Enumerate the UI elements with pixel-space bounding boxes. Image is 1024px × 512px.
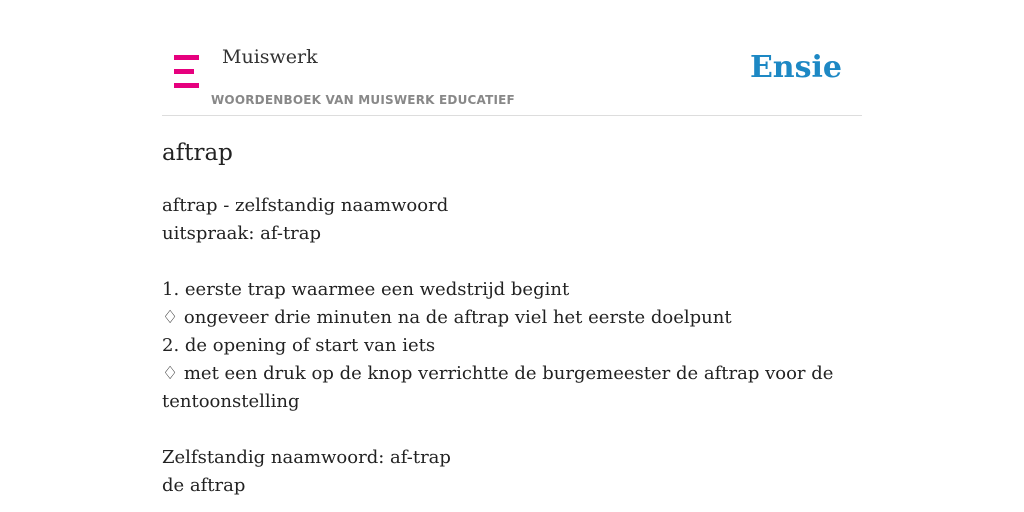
grammar-line: Zelfstandig naamwoord: af-trap [162, 447, 451, 468]
site-header [162, 0, 862, 116]
pronunciation-line: uitspraak: af-trap [162, 223, 322, 244]
example-2: ♢ met een druk op de knop verrichtte de burgemeester de aftrap voor de tentoonstelling [162, 363, 834, 412]
definition-2: 2. de opening of start van iets [162, 335, 436, 356]
ensie-logo-link[interactable]: Ensie [749, 50, 842, 85]
muiswerk-logo-icon[interactable] [174, 55, 199, 88]
example-1: ♢ ongeveer drie minuten na de aftrap viel het eerste doelpunt [162, 307, 732, 328]
page-container [162, 0, 862, 496]
page-title: aftrap [162, 140, 233, 166]
definition-1: 1. eerste trap waarmee een wedstrijd begint [162, 279, 570, 300]
brand-subtitle: WOORDENBOEK VAN MUISWERK EDUCATIEF [211, 93, 515, 107]
entry-heading-line: aftrap - zelfstandig naamwoord [162, 195, 449, 216]
dictionary-entry [162, 192, 852, 500]
article-form-line: de aftrap [162, 475, 246, 496]
brand-name[interactable]: Muiswerk [222, 46, 318, 68]
blank-line [162, 416, 852, 444]
blank-line [162, 248, 852, 276]
